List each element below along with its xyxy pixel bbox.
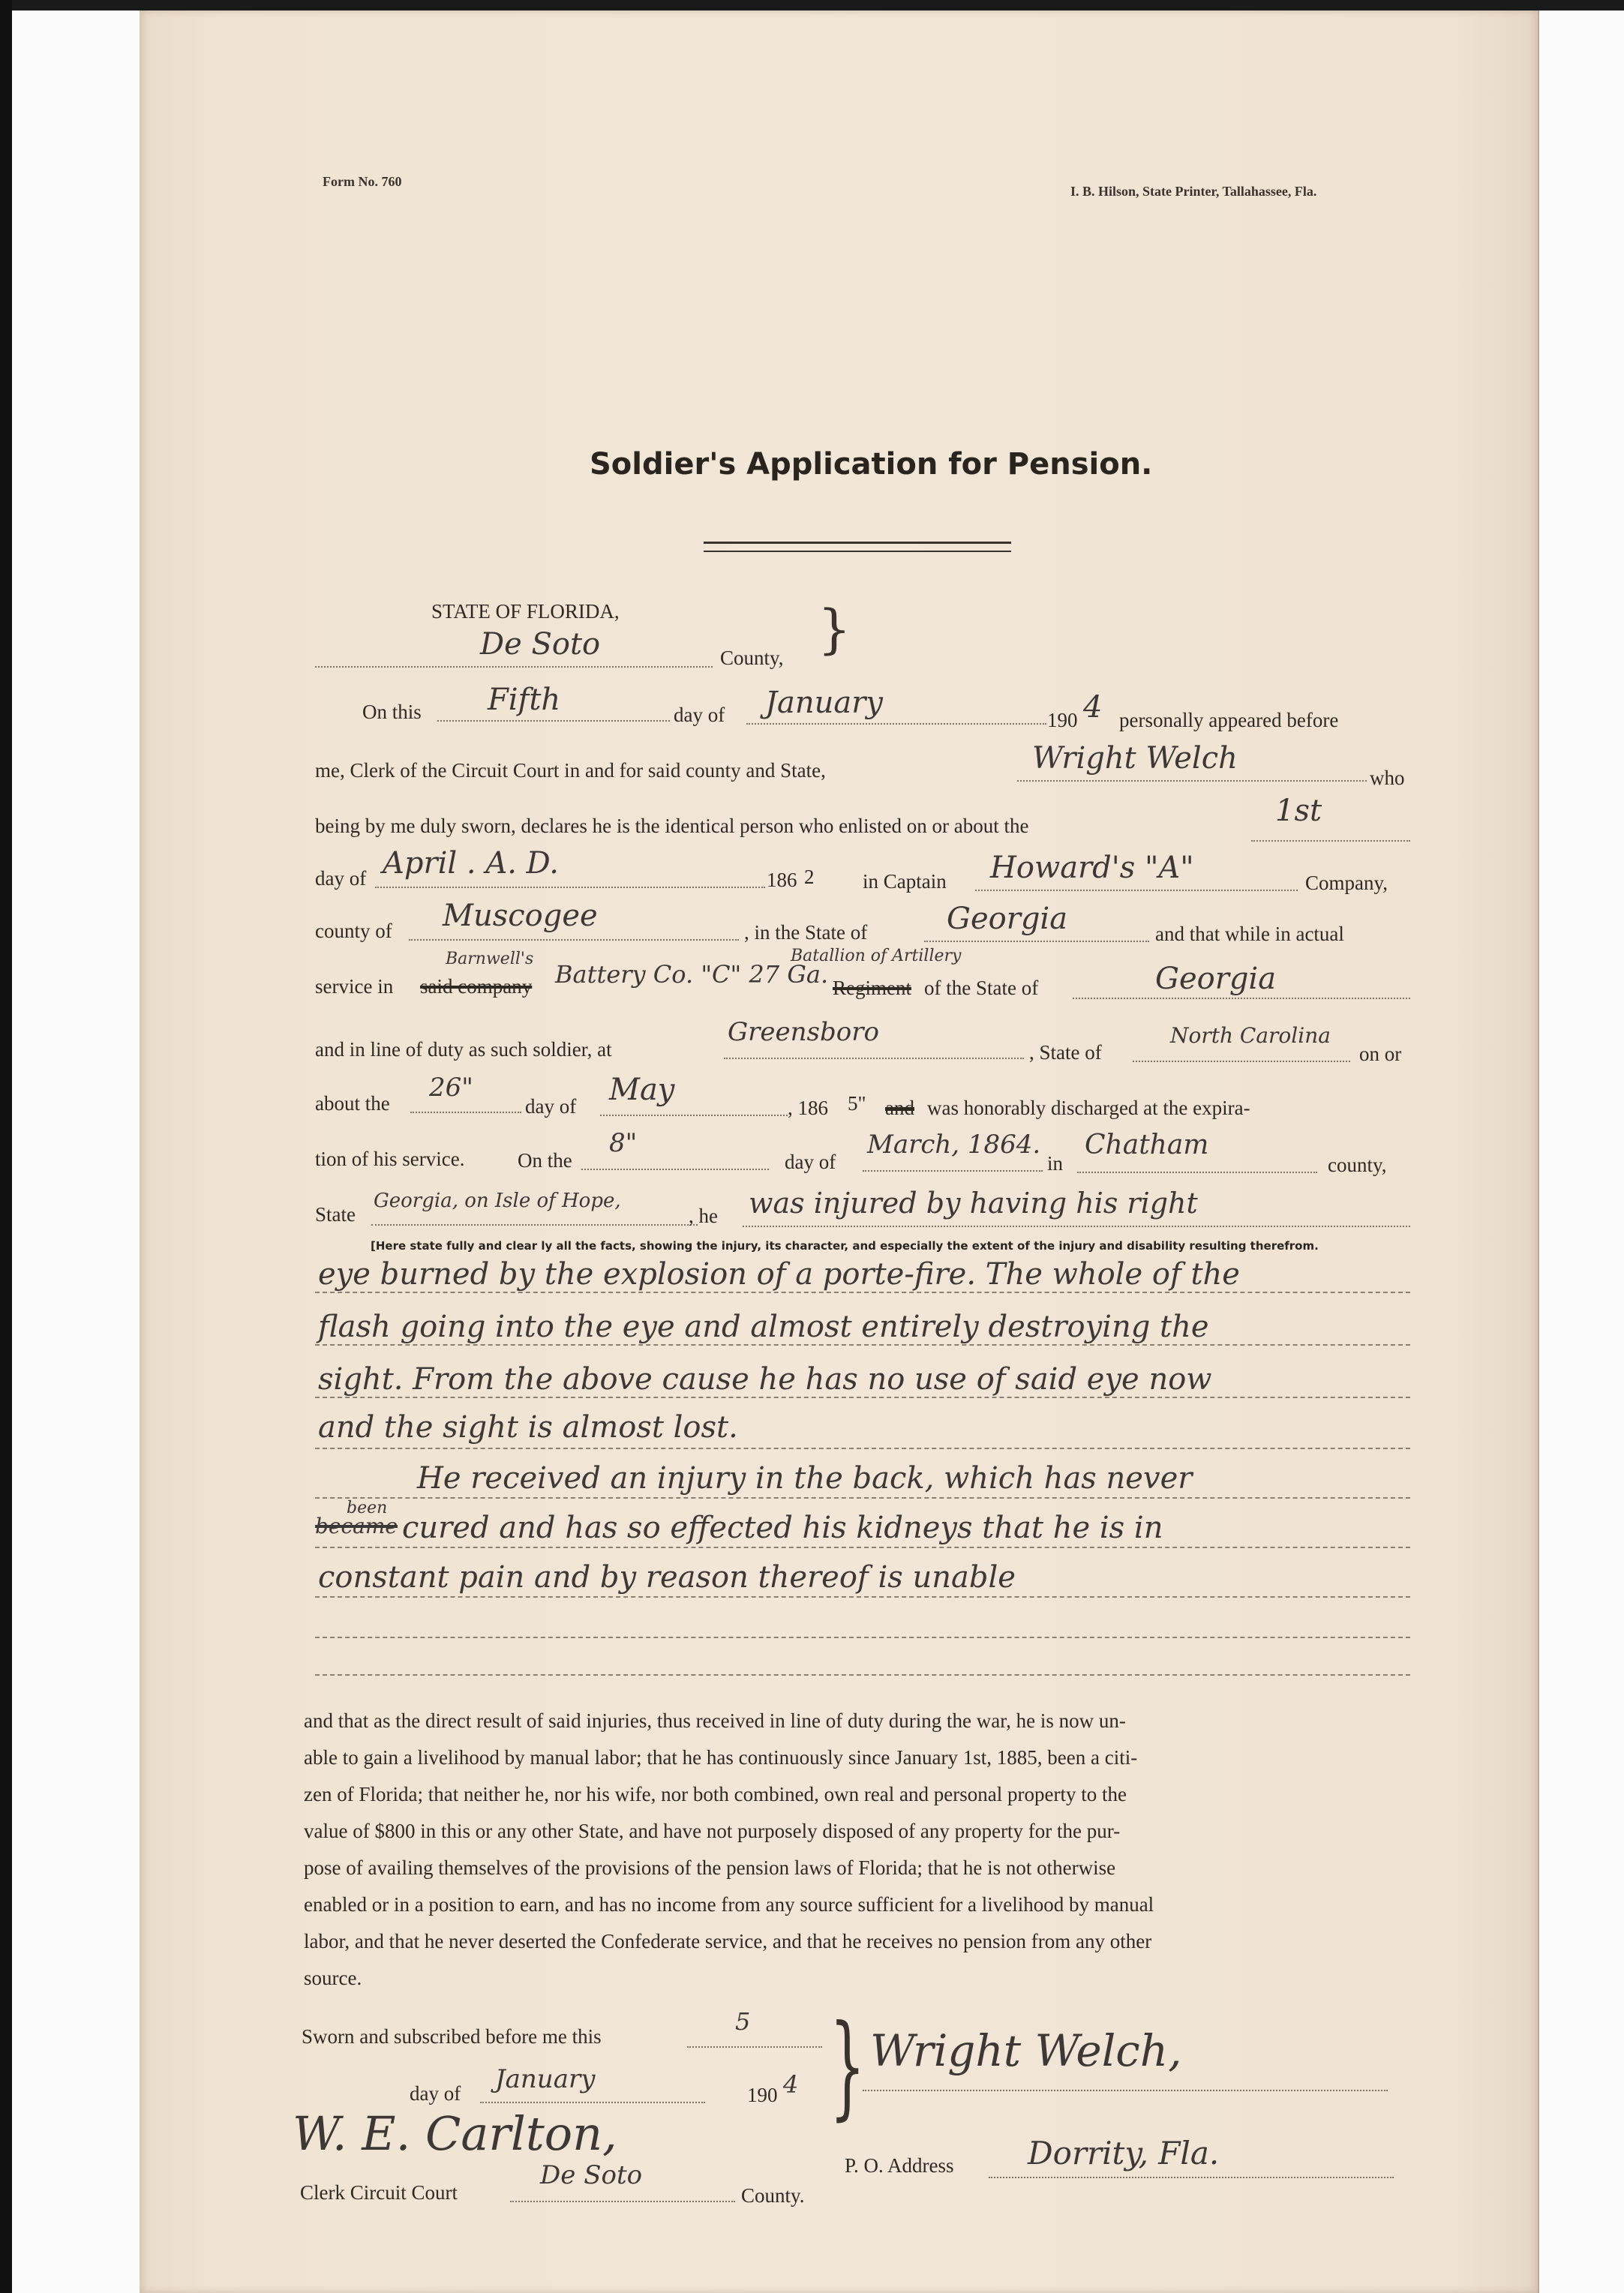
po-address-value: Dorrity, Fla. <box>1028 2135 1220 2171</box>
statement-line-5: He received an injury in the back, which has never <box>417 1461 1193 1496</box>
label-day-of-4: day of <box>785 1151 836 1173</box>
discharge-month-value: May <box>609 1073 675 1107</box>
label-on-or: on or <box>1359 1043 1402 1065</box>
paragraph-line: pose of availing themselves of the provisions of the pension laws of Florida; that he is not otherwise <box>304 1856 1116 1879</box>
dotted-line <box>581 1169 769 1170</box>
label-po-address: P. O. Address <box>845 2154 954 2177</box>
paragraph-line: enabled or in a position to earn, and has no income from any source sufficient for a livelihood by manual <box>304 1893 1154 1916</box>
label-he: , he <box>689 1205 718 1227</box>
struck-said-company: said company <box>420 975 533 998</box>
label-on-the: On the <box>518 1149 572 1172</box>
label-tion: tion of his service. <box>315 1148 465 1170</box>
scan-left-edge <box>0 0 12 2293</box>
enlist-county-value: Muscogee <box>443 899 598 933</box>
label-honorably: was honorably discharged at the expira- <box>927 1097 1250 1119</box>
day-value: Fifth <box>488 683 561 717</box>
year-value: 4 <box>1083 690 1103 725</box>
dotted-line <box>1077 1172 1317 1173</box>
label-appeared: personally appeared before <box>1119 709 1339 731</box>
year-prefix: 190 <box>1047 709 1078 731</box>
scan-top-edge <box>0 0 1624 11</box>
page-title: Soldier's Application for Pension. <box>590 447 1153 482</box>
enlist-year-prefix: 186 <box>767 869 797 891</box>
statement-line <box>315 1596 1410 1598</box>
statement-line-2: flash going into the eye and almost entirely destroying the <box>318 1310 1209 1344</box>
injury-county-value: Chatham <box>1085 1130 1209 1160</box>
title-rule-bottom <box>704 551 1011 552</box>
place-value: Greensboro <box>728 1017 879 1047</box>
label-jurat-day-of: day of <box>410 2082 461 2105</box>
struck-and: and <box>885 1097 914 1119</box>
dotted-line <box>1133 1061 1350 1062</box>
statement-line <box>315 1674 1410 1676</box>
clerk-signature: W. E. Carlton, <box>293 2106 617 2161</box>
service-value: Battery Co. "C" 27 Ga. <box>555 960 829 989</box>
dotted-line <box>1073 998 1410 999</box>
statement-line <box>315 1637 1410 1638</box>
dotted-line <box>371 1224 698 1226</box>
injury-date-value: March, 1864. <box>867 1130 1041 1160</box>
venue-county-value: De Soto <box>480 627 601 662</box>
label-of-state-of: of the State of <box>924 977 1039 999</box>
venue-county-label: County, <box>720 647 784 669</box>
battle-state-value: North Carolina <box>1170 1023 1331 1048</box>
dotted-line <box>600 1115 788 1116</box>
jurat-month-value: January <box>495 2064 596 2094</box>
enlist-year-value: 2 <box>804 866 815 888</box>
dotted-line <box>409 939 739 941</box>
dotted-line <box>924 941 1149 942</box>
dotted-line <box>375 887 765 888</box>
declaration-paragraph <box>304 1703 1399 1997</box>
label-on-this: On this <box>362 701 422 723</box>
paragraph-line: source. <box>304 1967 362 1989</box>
enlist-state-value: Georgia <box>947 902 1068 936</box>
statement-line <box>315 1397 1410 1398</box>
discharge-year-prefix: , 186 <box>788 1097 828 1119</box>
label-company: Company, <box>1305 872 1388 894</box>
enlist-month-value: April . A. D. <box>383 846 560 881</box>
paragraph-line: value of $800 in this or any other State, and have not purposely disposed of any property for the pur- <box>304 1820 1121 1842</box>
label-captain: in Captain <box>863 870 947 893</box>
statement-line-4: and the sight is almost lost. <box>318 1410 738 1445</box>
paragraph-line: zen of Florida; that neither he, nor his wife, nor both combined, own real and personal property to the <box>304 1783 1127 1805</box>
label-about-the: about the <box>315 1092 390 1115</box>
label-day-of: day of <box>674 704 725 726</box>
dotted-line <box>480 2102 705 2103</box>
statement-line <box>315 1292 1410 1293</box>
label-county-word: county, <box>1328 1154 1387 1176</box>
title-rule-top <box>704 542 1011 544</box>
dotted-line <box>746 723 1046 725</box>
injury-state-value: Georgia, on Isle of Hope, <box>374 1190 621 1212</box>
label-line-duty: and in line of duty as such soldier, at <box>315 1038 612 1061</box>
discharge-day-value: 26" <box>429 1073 473 1103</box>
label-clerk-text: me, Clerk of the Circuit Court in and for said county and State, <box>315 759 826 782</box>
struck-regiment: Regiment <box>833 977 911 999</box>
statement-line <box>315 1344 1410 1346</box>
enlist-day-value: 1st <box>1275 794 1322 828</box>
venue-state: STATE OF FLORIDA, <box>431 600 620 623</box>
dotted-line <box>1017 780 1367 782</box>
venue-brace: } <box>818 599 851 660</box>
label-clerk-circuit-court: Clerk Circuit Court <box>300 2181 458 2204</box>
label-service-in: service in <box>315 975 394 998</box>
dotted-line <box>687 2046 822 2048</box>
service-above-1: Barnwell's <box>446 950 534 968</box>
printer-credit: I. B. Hilson, State Printer, Tallahassee, Fla. <box>1070 184 1317 199</box>
paragraph-line: and that as the direct result of said injuries, thus received in line of duty during the war, he is now un- <box>304 1709 1126 1732</box>
statement-line-1: eye burned by the explosion of a porte-fire. The whole of the <box>318 1257 1240 1292</box>
statement-line-6: cured and has so effected his kidneys that he is in <box>402 1511 1163 1545</box>
scan-right-edge <box>1538 11 1539 2293</box>
label-county-of: county of <box>315 920 392 942</box>
label-state-of: , State of <box>1029 1041 1102 1064</box>
label-actual: and that while in actual <box>1155 923 1344 945</box>
county-line <box>315 666 713 668</box>
dotted-line <box>1251 840 1410 842</box>
clerk-county-value: De Soto <box>540 2160 643 2190</box>
injury-statement-start: was injured by having his right <box>749 1187 1198 1220</box>
dotted-line <box>989 2177 1394 2178</box>
label-who: who <box>1370 767 1405 789</box>
jurat-year-value: 4 <box>783 2070 799 2099</box>
jurat-year-prefix: 190 <box>747 2084 778 2106</box>
dotted-line <box>863 2090 1388 2091</box>
above-been: been <box>347 1499 388 1517</box>
statement-line-3: sight. From the above cause he has no use of said eye now <box>318 1362 1212 1397</box>
dotted-line <box>437 720 670 722</box>
sworn-day-value: 5 <box>735 2007 751 2036</box>
applicant-name-value: Wright Welch <box>1032 741 1238 776</box>
label-sworn-text: being by me duly sworn, declares he is the identical person who enlisted on or about the <box>315 815 1029 837</box>
discharge-year-value: 5" <box>848 1092 866 1115</box>
label-day-of-3: day of <box>525 1095 577 1118</box>
dotted-line <box>410 1112 521 1113</box>
dotted-line <box>510 2201 735 2202</box>
statement-line-7: constant pain and by reason thereof is unable <box>318 1560 1016 1595</box>
injury-day-value: 8" <box>609 1128 638 1158</box>
label-day-of-2: day of <box>315 867 367 890</box>
dotted-line <box>863 1170 1043 1172</box>
label-state-word: State <box>315 1203 356 1226</box>
instruction-note: [Here state fully and clear ly all the facts, showing the injury, its character, and especially the extent of the injury and disability resulting therefrom. <box>371 1239 1319 1253</box>
label-sworn: Sworn and subscribed before me this <box>302 2025 602 2048</box>
statement-line <box>315 1497 1410 1499</box>
form-number: Form No. 760 <box>323 174 402 189</box>
label-in: in <box>1047 1152 1064 1175</box>
service-state-value: Georgia <box>1155 962 1277 996</box>
service-above-2: Batallion of Artillery <box>791 947 962 965</box>
statement-line <box>315 1547 1410 1548</box>
dotted-line <box>743 1226 1410 1227</box>
month-value: January <box>765 686 883 720</box>
statement-line <box>315 1448 1410 1449</box>
applicant-signature: Wright Welch, <box>870 2025 1182 2076</box>
dotted-line <box>724 1058 1024 1059</box>
label-jurat-county: County. <box>741 2184 805 2207</box>
paragraph-line: labor, and that he never deserted the Confederate service, and that he receives no pension from any other <box>304 1930 1152 1952</box>
struck-became: became <box>315 1514 398 1538</box>
paragraph-line: able to gain a livelihood by manual labor; that he has continuously since January 1st, 1885, been a citi- <box>304 1746 1138 1769</box>
captain-value: Howard's "A" <box>990 851 1194 885</box>
dotted-line <box>975 890 1298 891</box>
label-in-state-of: , in the State of <box>744 921 868 944</box>
jurat-brace: } <box>829 2001 866 2132</box>
